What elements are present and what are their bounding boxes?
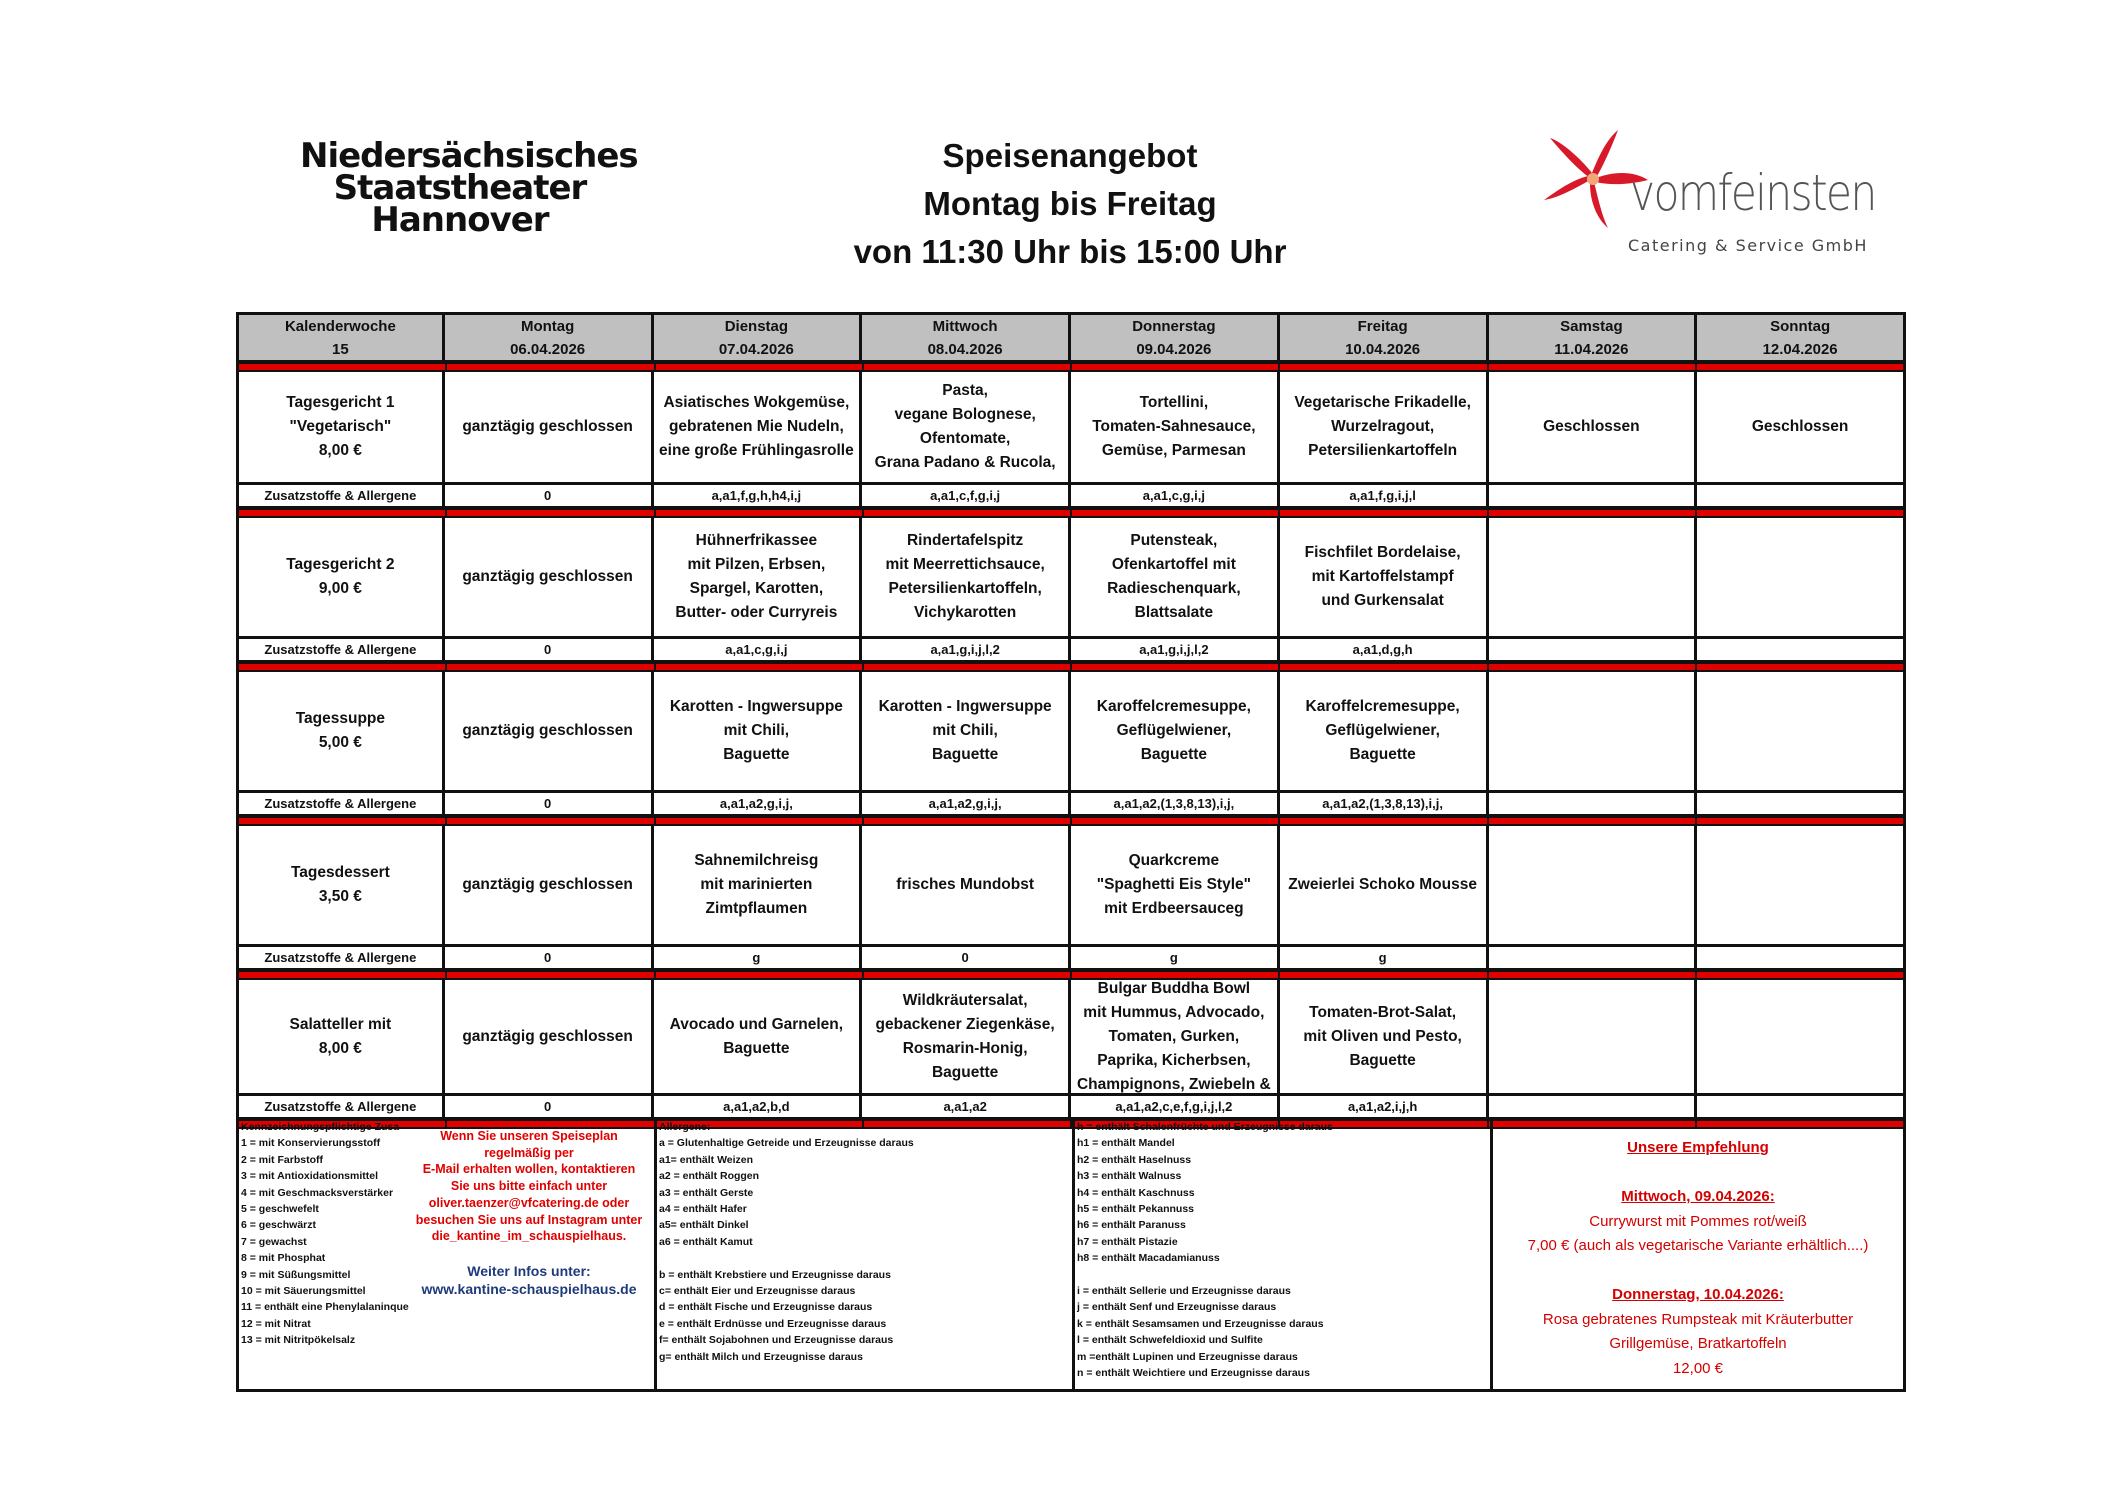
allergen-codes: a,a1,a2 bbox=[862, 1096, 1071, 1119]
row-separator bbox=[236, 662, 1906, 672]
allergens-list bbox=[659, 1119, 914, 1365]
menu-row bbox=[236, 518, 1906, 639]
recommendation-line: Grillgemüse, Bratkartoffeln bbox=[1609, 1335, 1787, 1352]
allergen-codes bbox=[1697, 639, 1906, 662]
allergens-list bbox=[1077, 1119, 1333, 1381]
additive-item: 1 = mit Konservierungsstoff bbox=[241, 1137, 381, 1150]
dish-line: gebratenen Mie Nudeln, bbox=[668, 418, 844, 435]
additive-item: 6 = geschwärzt bbox=[241, 1219, 316, 1232]
allergen-item: h5 = enthält Pekannuss bbox=[1077, 1203, 1194, 1216]
dish-cell bbox=[862, 826, 1071, 947]
dish-line: Ofentomate, bbox=[919, 430, 1011, 447]
menu-category-line: 8,00 € bbox=[318, 1039, 362, 1057]
additive-item: 12 = mit Nitrat bbox=[241, 1317, 311, 1330]
allergen-item: h1 = enthält Mandel bbox=[1077, 1137, 1175, 1150]
menu-category-line: Tagesdessert bbox=[290, 864, 390, 881]
dish-cell bbox=[1280, 826, 1489, 947]
dish-cell bbox=[1489, 980, 1698, 1096]
column-header-label: Dienstag bbox=[724, 317, 789, 335]
menu-row bbox=[236, 372, 1906, 485]
allergen-codes: 0 bbox=[445, 947, 654, 970]
dish-cell bbox=[445, 826, 654, 947]
allergen-item: b = enthält Krebstiere und Erzeugnisse daraus bbox=[659, 1268, 891, 1281]
dish-line: mit marinierten bbox=[700, 876, 813, 893]
caterer-logo bbox=[1540, 128, 1900, 268]
dish-line: mit Chili, bbox=[723, 722, 790, 739]
dish-line: Butter- oder Curryreis bbox=[675, 604, 838, 621]
allergen-codes bbox=[1489, 947, 1698, 970]
column-header-label: Kalenderwoche bbox=[284, 317, 396, 335]
dish-cell bbox=[1071, 826, 1280, 947]
contact-line: Wenn Sie unseren Speiseplan bbox=[440, 1129, 618, 1143]
menu-category-line: Tagessuppe bbox=[295, 710, 386, 727]
dish-line: Baguette bbox=[723, 1039, 790, 1057]
allergen-item: a = Glutenhaltige Getreide und Erzeugnisse daraus bbox=[659, 1137, 914, 1150]
allergen-codes: 0 bbox=[445, 1096, 654, 1119]
column-header bbox=[236, 312, 445, 362]
dish-cell bbox=[445, 672, 654, 793]
allergen-item: a2 = enthält Roggen bbox=[659, 1170, 760, 1183]
dish-line: Hühnerfrikassee bbox=[695, 532, 818, 549]
additive-item: 7 = gewachst bbox=[241, 1235, 307, 1248]
dish-line: Quarkcreme bbox=[1128, 852, 1220, 869]
allergen-codes: g bbox=[1280, 947, 1489, 970]
column-header-date: 08.04.2026 bbox=[927, 340, 1003, 358]
recommendation-day: Mittwoch, 09.04.2026: bbox=[1621, 1188, 1775, 1205]
allergen-codes: a,a1,a2,c,e,f,g,i,j,l,2 bbox=[1071, 1096, 1280, 1119]
dish-line: Vichykarotten bbox=[914, 604, 1017, 621]
dish-line: Fischfilet Bordelaise, bbox=[1304, 544, 1461, 561]
dish-cell bbox=[1697, 372, 1906, 485]
website-link[interactable]: www.kantine-schauspielhaus.de bbox=[421, 1281, 637, 1297]
additive-item: 11 = enthält eine Phenylalaninque bbox=[241, 1301, 409, 1314]
allergen-codes bbox=[1489, 485, 1698, 508]
menu-category bbox=[236, 980, 445, 1096]
allergen-item: h4 = enthält Kaschnuss bbox=[1077, 1186, 1195, 1199]
menu-category-line: 9,00 € bbox=[318, 580, 362, 597]
footer-legend bbox=[236, 1118, 1906, 1392]
dish-cell bbox=[445, 518, 654, 639]
contact-line: Sie uns bitte einfach unter bbox=[450, 1179, 608, 1194]
dish-cell bbox=[1280, 518, 1489, 639]
column-header bbox=[1071, 312, 1280, 362]
dish-line: Spargel, Karotten, bbox=[689, 580, 824, 597]
dish-line: ganztägig geschlossen bbox=[462, 722, 633, 739]
dish-line: Zimtpflaumen bbox=[705, 900, 808, 917]
dish-line: Avocado und Garnelen, bbox=[669, 1015, 844, 1033]
dish-line: Bulgar Buddha Bowl bbox=[1097, 980, 1251, 997]
column-header-label: Mittwoch bbox=[932, 317, 998, 335]
dish-cell bbox=[1489, 372, 1698, 485]
allergen-row-label: Zusatzstoffe & Allergene bbox=[236, 793, 445, 816]
recommendation-title: Unsere Empfehlung bbox=[1627, 1139, 1769, 1156]
allergen-item: a4 = enthält Hafer bbox=[659, 1203, 747, 1216]
additive-item: 9 = mit Süßungsmittel bbox=[241, 1268, 351, 1281]
dish-cell bbox=[1071, 980, 1280, 1096]
dish-cell bbox=[654, 672, 863, 793]
additive-item: 4 = mit Geschmacksverstärker bbox=[241, 1186, 394, 1199]
allergen-codes bbox=[1697, 485, 1906, 508]
dish-cell bbox=[1071, 672, 1280, 793]
column-header-date: 09.04.2026 bbox=[1136, 340, 1212, 358]
dish-line: Tomaten-Sahnesauce, bbox=[1092, 418, 1256, 435]
allergen-row-label: Zusatzstoffe & Allergene bbox=[236, 947, 445, 970]
column-header-label: Sonntag bbox=[1770, 317, 1831, 335]
dish-line: Pasta, bbox=[942, 382, 988, 399]
dish-cell bbox=[654, 980, 863, 1096]
allergen-item: j = enthält Senf und Erzeugnisse daraus bbox=[1077, 1301, 1277, 1314]
dish-line: Tomaten-Brot-Salat, bbox=[1309, 1003, 1457, 1021]
column-header bbox=[862, 312, 1071, 362]
dish-cell bbox=[1071, 372, 1280, 485]
dish-line: ganztägig geschlossen bbox=[462, 1027, 633, 1045]
allergen-item: h = enthält Schalenfrüchte und Erzeugnisse daraus bbox=[1077, 1121, 1333, 1133]
dish-line: Paprika, Kicherbsen, bbox=[1097, 1052, 1251, 1069]
table-header-row bbox=[236, 312, 1906, 362]
dish-cell bbox=[862, 372, 1071, 485]
menu-category-line: Salatteller mit bbox=[289, 1015, 392, 1033]
dish-line: Wildkräutersalat, bbox=[902, 991, 1028, 1009]
additive-item: 5 = geschwefelt bbox=[241, 1203, 319, 1216]
allergen-codes: a,a1,a2,g,i,j, bbox=[862, 793, 1071, 816]
contact-line: die_kantine_im_schauspielhaus. bbox=[431, 1229, 627, 1244]
allergen-item: g= enthält Milch und Erzeugnisse daraus bbox=[659, 1350, 863, 1363]
dish-cell bbox=[1071, 518, 1280, 639]
column-header bbox=[1489, 312, 1698, 362]
theater-logo bbox=[300, 136, 638, 240]
column-header-label: Donnerstag bbox=[1132, 317, 1216, 335]
dish-line: Karotten - Ingwersuppe bbox=[669, 698, 843, 715]
allergen-codes: g bbox=[654, 947, 863, 970]
dish-cell bbox=[1489, 672, 1698, 793]
allergen-item: l = enthält Schwefeldioxid und Sulfite bbox=[1077, 1334, 1263, 1347]
page-title bbox=[760, 132, 1380, 276]
row-separator bbox=[236, 508, 1906, 518]
title-line: Speisenangebot bbox=[942, 137, 1198, 174]
dish-line: Baguette bbox=[723, 746, 790, 763]
allergen-row-label: Zusatzstoffe & Allergene bbox=[236, 1096, 445, 1119]
dish-line: Baguette bbox=[1140, 746, 1208, 763]
dish-line: und Gurkensalat bbox=[1321, 592, 1444, 609]
allergen-codes: 0 bbox=[445, 793, 654, 816]
dish-line: mit Chili, bbox=[932, 722, 998, 739]
allergen-item: f= enthält Sojabohnen und Erzeugnisse daraus bbox=[659, 1334, 894, 1347]
allergens-column-2 bbox=[1075, 1118, 1493, 1389]
dish-cell bbox=[862, 980, 1071, 1096]
allergen-item: e = enthält Erdnüsse und Erzeugnisse daraus bbox=[659, 1317, 887, 1330]
menu-row bbox=[236, 826, 1906, 947]
allergen-item: m =enthält Lupinen und Erzeugnisse daraus bbox=[1077, 1350, 1298, 1363]
dish-line: Petersilienkartoffeln bbox=[1308, 442, 1458, 459]
allergen-row-label: Zusatzstoffe & Allergene bbox=[236, 485, 445, 508]
column-header-date: 07.04.2026 bbox=[718, 340, 794, 358]
allergen-codes: a,a1,f,g,i,j,l bbox=[1280, 485, 1489, 508]
column-header-label: Montag bbox=[520, 317, 575, 335]
dish-cell bbox=[445, 980, 654, 1096]
menu-category bbox=[236, 826, 445, 947]
row-separator bbox=[236, 816, 1906, 826]
contact-line: regelmäßig per bbox=[484, 1145, 574, 1160]
dish-line: Rosmarin-Honig, bbox=[902, 1039, 1028, 1057]
allergen-item: k = enthält Sesamsamen und Erzeugnisse daraus bbox=[1077, 1317, 1324, 1330]
allergen-codes: a,a1,g,i,j,l,2 bbox=[862, 639, 1071, 662]
dish-cell bbox=[654, 826, 863, 947]
allergen-row bbox=[236, 485, 1906, 508]
allergen-item: Allergene: bbox=[659, 1121, 711, 1133]
allergen-codes: 0 bbox=[445, 639, 654, 662]
dish-cell bbox=[1280, 372, 1489, 485]
dish-line: Vegetarische Frikadelle, bbox=[1294, 394, 1471, 411]
column-header-label: Freitag bbox=[1357, 317, 1408, 335]
dish-cell bbox=[1280, 672, 1489, 793]
caterer-logo-word: vomfeinsten bbox=[1630, 164, 1876, 222]
more-info-label: Weiter Infos unter: bbox=[467, 1263, 591, 1279]
dish-line: vegane Bolognese, bbox=[894, 406, 1036, 423]
allergen-codes: 0 bbox=[862, 947, 1071, 970]
dish-line: Karoffelcremesuppe, bbox=[1096, 698, 1251, 715]
allergen-codes: a,a1,a2,(1,3,8,13),i,j, bbox=[1071, 793, 1280, 816]
dish-cell bbox=[654, 372, 863, 485]
allergen-codes: a,a1,d,g,h bbox=[1280, 639, 1489, 662]
dish-line: mit Kartoffelstampf bbox=[1311, 568, 1454, 585]
allergen-item: i = enthält Sellerie und Erzeugnisse daraus bbox=[1077, 1285, 1291, 1298]
dish-line: Grana Padano & Rucola, bbox=[874, 454, 1056, 471]
additive-item: 13 = mit Nitritpökelsalz bbox=[241, 1334, 356, 1347]
dish-cell bbox=[1280, 980, 1489, 1096]
column-header-label: Samstag bbox=[1560, 317, 1623, 335]
allergen-codes: g bbox=[1071, 947, 1280, 970]
more-info bbox=[409, 1262, 649, 1298]
dish-cell bbox=[1697, 518, 1906, 639]
allergen-row bbox=[236, 1096, 1906, 1119]
dish-line: Geschlossen bbox=[1751, 418, 1849, 435]
dish-line: mit Oliven und Pesto, bbox=[1303, 1027, 1462, 1045]
dish-cell bbox=[1697, 672, 1906, 793]
dish-line: Geschlossen bbox=[1543, 418, 1640, 435]
column-header-date: 11.04.2026 bbox=[1554, 340, 1629, 358]
menu-category-line: Tagesgericht 1 bbox=[286, 394, 395, 411]
allergen-item: h6 = enthält Paranuss bbox=[1077, 1219, 1186, 1232]
dish-cell bbox=[862, 518, 1071, 639]
menu-category-line: Tagesgericht 2 bbox=[286, 556, 395, 573]
allergen-codes bbox=[1489, 639, 1698, 662]
allergen-item: d = enthält Fische und Erzeugnisse daraus bbox=[659, 1301, 873, 1314]
allergen-codes: a,a1,g,i,j,l,2 bbox=[1071, 639, 1280, 662]
dish-line: Geflügelwiener, bbox=[1116, 722, 1232, 739]
recommendation-line: 7,00 € (auch als vegetarische Variante erhältlich....) bbox=[1527, 1237, 1869, 1254]
allergen-row bbox=[236, 793, 1906, 816]
dish-line: Tortellini, bbox=[1139, 394, 1209, 411]
allergen-codes: a,a1,c,f,g,i,j bbox=[862, 485, 1071, 508]
dish-line: Geflügelwiener, bbox=[1325, 722, 1440, 739]
allergen-codes: a,a1,c,g,i,j bbox=[654, 639, 863, 662]
additive-item: 10 = mit Säuerungsmittel bbox=[241, 1285, 366, 1298]
dish-cell bbox=[1489, 518, 1698, 639]
dish-line: gebackener Ziegenkäse, bbox=[875, 1015, 1055, 1033]
dish-cell bbox=[1697, 826, 1906, 947]
dish-line: ganztägig geschlossen bbox=[462, 418, 633, 435]
allergen-item: h7 = enthält Pistazie bbox=[1077, 1235, 1178, 1248]
allergen-codes bbox=[1697, 1096, 1906, 1119]
dish-line: Karotten - Ingwersuppe bbox=[878, 698, 1052, 715]
column-header-date: 12.04.2026 bbox=[1762, 340, 1838, 358]
menu-row bbox=[236, 672, 1906, 793]
menu-category-line: "Vegetarisch" bbox=[289, 418, 392, 435]
menu-category-line: 5,00 € bbox=[318, 734, 362, 751]
dish-line: eine große Frühlingasrolle bbox=[659, 442, 854, 459]
dish-line: Ofenkartoffel mit bbox=[1111, 556, 1236, 573]
recommendation-line: Currywurst mit Pommes rot/weiß bbox=[1589, 1212, 1807, 1230]
dish-line: Zweierlei Schoko Mousse bbox=[1288, 876, 1477, 893]
menu-table bbox=[236, 312, 1906, 1129]
dish-line: Baguette bbox=[931, 746, 999, 763]
allergen-codes: a,a1,a2,b,d bbox=[654, 1096, 863, 1119]
dish-line: Putensteak, bbox=[1130, 532, 1218, 549]
dish-line: mit Pilzen, Erbsen, bbox=[687, 556, 826, 573]
menu-category bbox=[236, 672, 445, 793]
additives-column bbox=[239, 1118, 657, 1389]
allergen-codes: a,a1,f,g,h,h4,i,j bbox=[654, 485, 863, 508]
additive-item: 3 = mit Antioxidationsmittel bbox=[241, 1170, 379, 1183]
dish-line: ganztägig geschlossen bbox=[462, 568, 633, 585]
column-header-date: 10.04.2026 bbox=[1345, 340, 1421, 358]
title-line: Montag bis Freitag bbox=[923, 185, 1217, 222]
allergen-codes: a,a1,a2,(1,3,8,13),i,j, bbox=[1280, 793, 1489, 816]
allergen-item: a6 = enthält Kamut bbox=[659, 1235, 753, 1248]
menu-category-line: 3,50 € bbox=[318, 888, 362, 905]
row-separator bbox=[236, 362, 1906, 372]
column-header bbox=[654, 312, 863, 362]
recommendation-day: Donnerstag, 10.04.2026: bbox=[1612, 1286, 1784, 1303]
menu-category bbox=[236, 372, 445, 485]
dish-line: Asiatisches Wokgemüse, bbox=[663, 394, 850, 411]
title-line: von 11:30 Uhr bis 15:00 Uhr bbox=[853, 233, 1287, 270]
additive-item: 8 = mit Phosphat bbox=[241, 1252, 326, 1265]
dish-line: Tomaten, Gurken, bbox=[1108, 1028, 1240, 1045]
dish-line: Baguette bbox=[1349, 1051, 1416, 1069]
allergen-item: h3 = enthält Walnuss bbox=[1077, 1170, 1182, 1183]
allergen-item: n = enthält Weichtiere und Erzeugnisse daraus bbox=[1077, 1367, 1310, 1380]
menu-category-line: 8,00 € bbox=[318, 442, 362, 459]
dish-line: frisches Mundobst bbox=[896, 876, 1035, 893]
allergen-codes bbox=[1697, 947, 1906, 970]
recommendation-box bbox=[1493, 1118, 1903, 1389]
contact-line: besuchen Sie uns auf Instagram unter bbox=[415, 1212, 643, 1227]
dish-line: Rindertafelspitz bbox=[906, 532, 1024, 549]
theater-logo-line: Niedersächsisches bbox=[300, 136, 638, 176]
contact-line: E-Mail erhalten wollen, kontaktieren bbox=[422, 1162, 636, 1177]
column-header bbox=[445, 312, 654, 362]
dish-line: Sahnemilchreisg bbox=[694, 852, 819, 869]
allergen-item: h8 = enthält Macadamianuss bbox=[1077, 1252, 1220, 1265]
column-header bbox=[1280, 312, 1489, 362]
recommendation-line: 12,00 € bbox=[1672, 1359, 1724, 1377]
allergen-codes bbox=[1489, 1096, 1698, 1119]
dish-line: Gemüse, Parmesan bbox=[1101, 442, 1246, 459]
allergen-codes: 0 bbox=[445, 485, 654, 508]
theater-logo-line: Staatstheater bbox=[333, 168, 587, 208]
dish-line: Petersilienkartoffeln, bbox=[888, 580, 1042, 597]
allergen-item: a1= enthält Weizen bbox=[659, 1153, 754, 1166]
dish-line: Baguette bbox=[931, 1063, 999, 1081]
dish-cell bbox=[1489, 826, 1698, 947]
dish-line: Champignons, Zwiebeln & bbox=[1076, 1076, 1271, 1093]
allergen-item: h2 = enthält Haselnuss bbox=[1077, 1153, 1192, 1166]
dish-cell bbox=[862, 672, 1071, 793]
dish-line: mit Hummus, Advocado, bbox=[1083, 1004, 1265, 1021]
dish-line: Karoffelcremesuppe, bbox=[1305, 698, 1460, 715]
row-separator bbox=[236, 970, 1906, 980]
column-header bbox=[1697, 312, 1906, 362]
allergens-column-1 bbox=[657, 1118, 1075, 1389]
allergen-codes: a,a1,a2,i,j,h bbox=[1280, 1096, 1489, 1119]
menu-row bbox=[236, 980, 1906, 1096]
allergen-row bbox=[236, 947, 1906, 970]
additive-item: 2 = mit Farbstoff bbox=[241, 1153, 323, 1166]
dish-line: mit Erdbeersauceg bbox=[1104, 900, 1244, 917]
dish-cell bbox=[445, 372, 654, 485]
allergen-row bbox=[236, 639, 1906, 662]
allergen-codes bbox=[1697, 793, 1906, 816]
recommendation-line: Rosa gebratenes Rumpsteak mit Kräuterbutter bbox=[1542, 1310, 1854, 1328]
allergen-row-label: Zusatzstoffe & Allergene bbox=[236, 639, 445, 662]
dish-line: mit Meerrettichsauce, bbox=[885, 556, 1045, 573]
additives-list bbox=[241, 1119, 409, 1349]
recommendation bbox=[1493, 1136, 1903, 1381]
allergen-item: c= enthält Eier und Erzeugnisse daraus bbox=[659, 1285, 856, 1298]
allergen-item: a3 = enthält Gerste bbox=[659, 1186, 754, 1199]
contact-line: oliver.taenzer@vfcatering.de oder bbox=[428, 1195, 630, 1210]
column-header-date: 06.04.2026 bbox=[510, 340, 586, 358]
dish-line: Baguette bbox=[1349, 746, 1416, 763]
theater-logo-line: Hannover bbox=[371, 200, 549, 240]
newsletter-notice bbox=[409, 1128, 649, 1245]
additive-item: Kennzeichnungspflichtige Zusa bbox=[241, 1121, 400, 1133]
dish-line: ganztägig geschlossen bbox=[462, 876, 633, 893]
dish-line: "Spaghetti Eis Style" bbox=[1096, 876, 1251, 893]
dish-line: Radieschenquark, bbox=[1107, 580, 1241, 597]
dish-cell bbox=[1697, 980, 1906, 1096]
allergen-codes: a,a1,c,g,i,j bbox=[1071, 485, 1280, 508]
column-header-date: 15 bbox=[332, 340, 349, 358]
menu-category bbox=[236, 518, 445, 639]
allergen-item: a5= enthält Dinkel bbox=[659, 1219, 749, 1232]
allergen-codes: a,a1,a2,g,i,j, bbox=[654, 793, 863, 816]
allergen-codes bbox=[1489, 793, 1698, 816]
dish-cell bbox=[654, 518, 863, 639]
dish-line: Wurzelragout, bbox=[1331, 418, 1435, 435]
caterer-logo-subtitle: Catering & Service GmbH bbox=[1628, 236, 1868, 255]
dish-line: Blattsalate bbox=[1134, 604, 1214, 621]
